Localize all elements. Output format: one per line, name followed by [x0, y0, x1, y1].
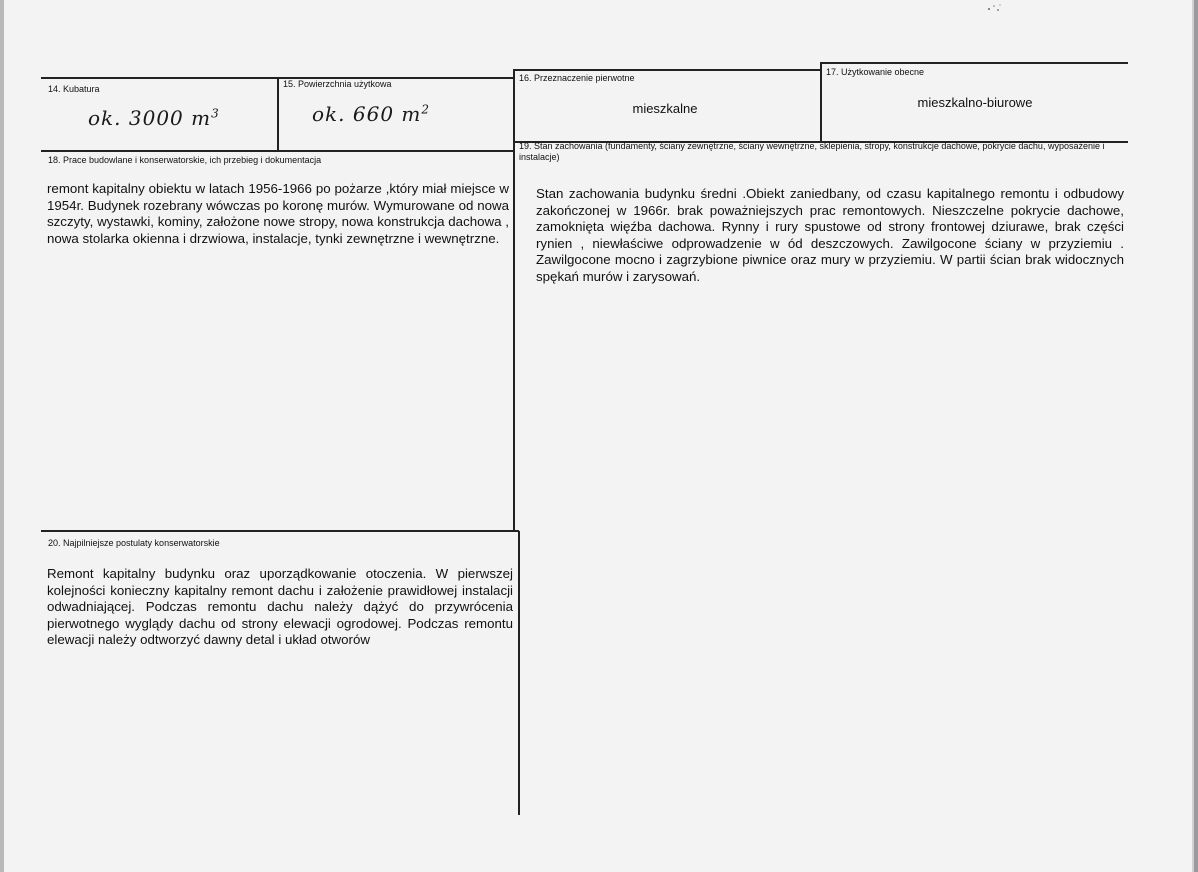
field-14-unit-exponent: 3 — [211, 106, 220, 121]
field-15-value: ok. 660 m — [312, 102, 422, 126]
field-15-unit-exponent: 2 — [421, 102, 431, 117]
divider-v-16-17 — [820, 62, 822, 142]
row-border-left — [41, 150, 514, 152]
field-20-label: 20. Najpilniejsze postulaty konserwatorskie — [48, 538, 220, 548]
field-15-label: 15. Powierzchnia użytkowa — [283, 79, 392, 89]
divider-v-14-15 — [277, 77, 279, 151]
top-border-mid — [513, 69, 820, 71]
scan-edge-right — [1194, 0, 1198, 872]
field-14-label: 14. Kubatura — [48, 84, 100, 94]
field-17-value: mieszkalno-biurowe — [917, 95, 1033, 110]
field-16-label: 16. Przeznaczenie pierwotne — [519, 73, 635, 83]
top-border-right — [820, 62, 1128, 64]
field-19-text: Stan zachowania budynku średni .Obiekt zaniedbany, od czasu kapitalnego remontu i odbudowy zakończonej w 1966r. brak poważniejszych prac remontowych. Nieszczelne pokrycie dachowe, zamoknięta więźba dachowa. Rynny i rury spustowe od strony frontowej dziurawe, brak części rynien , niewłaściwe odprowadzenie w ód deszczowych. Zawilgocone ściany w przyziemiu . Zawilgocone mocno i zagrzybione piwnice oraz mury w przyziemiu. W partii ścian brak widocznych spękań murów i zarysowań. — [536, 186, 1124, 284]
field-14-value: ok. 3000 m — [88, 106, 212, 130]
divider-v-center — [513, 69, 515, 531]
field-19-label: 19. Stan zachowania (fundamenty, ściany zewnętrzne, ściany wewnętrzne, sklepienia, stropy, konstrukcje dachowe, pokrycie dachu, wyposażenie i instalacje) — [519, 141, 1105, 162]
section-20-border — [41, 530, 519, 532]
divider-v-center-lower — [518, 531, 520, 815]
field-17-label: 17. Użytkowanie obecne — [826, 67, 925, 77]
field-16-value: mieszkalne — [632, 101, 698, 116]
field-18-text: remont kapitalny obiektu w latach 1956-1966 po pożarze ,który miał miejsce w 1954r. Budynek rozebrany wówczas po koronę murów. Wymurowane od nowa szczyty, wystawki, kominy, założone nowe stropy, nowa konstrukcja dachowa , nowa stolarka okienna i drzwiowa, instalacje, tynki zewnętrzne i wewnętrzne. — [47, 181, 509, 246]
field-15-handwritten-value — [312, 102, 430, 126]
field-20-text: Remont kapitalny budynku oraz uporządkowanie otoczenia. W pierwszej kolejności konieczny kapitalny remont dachu i założenie prawidłowej instalacji odwadniającej. Podczas remontu dachu należy dążyć do przywrócenia pierwotnego wyglądy dachu od strony elewacji ogrodowej. Podczas remontu elewacji należy odtworzyć dawny detal i układ otworów — [47, 566, 513, 647]
field-18-label: 18. Prace budowlane i konserwatorskie, ich przebieg i dokumentacja — [48, 155, 322, 165]
scan-speck-mark — [986, 2, 1002, 12]
field-14-handwritten-value — [88, 106, 220, 130]
scan-edge-left — [0, 0, 4, 872]
